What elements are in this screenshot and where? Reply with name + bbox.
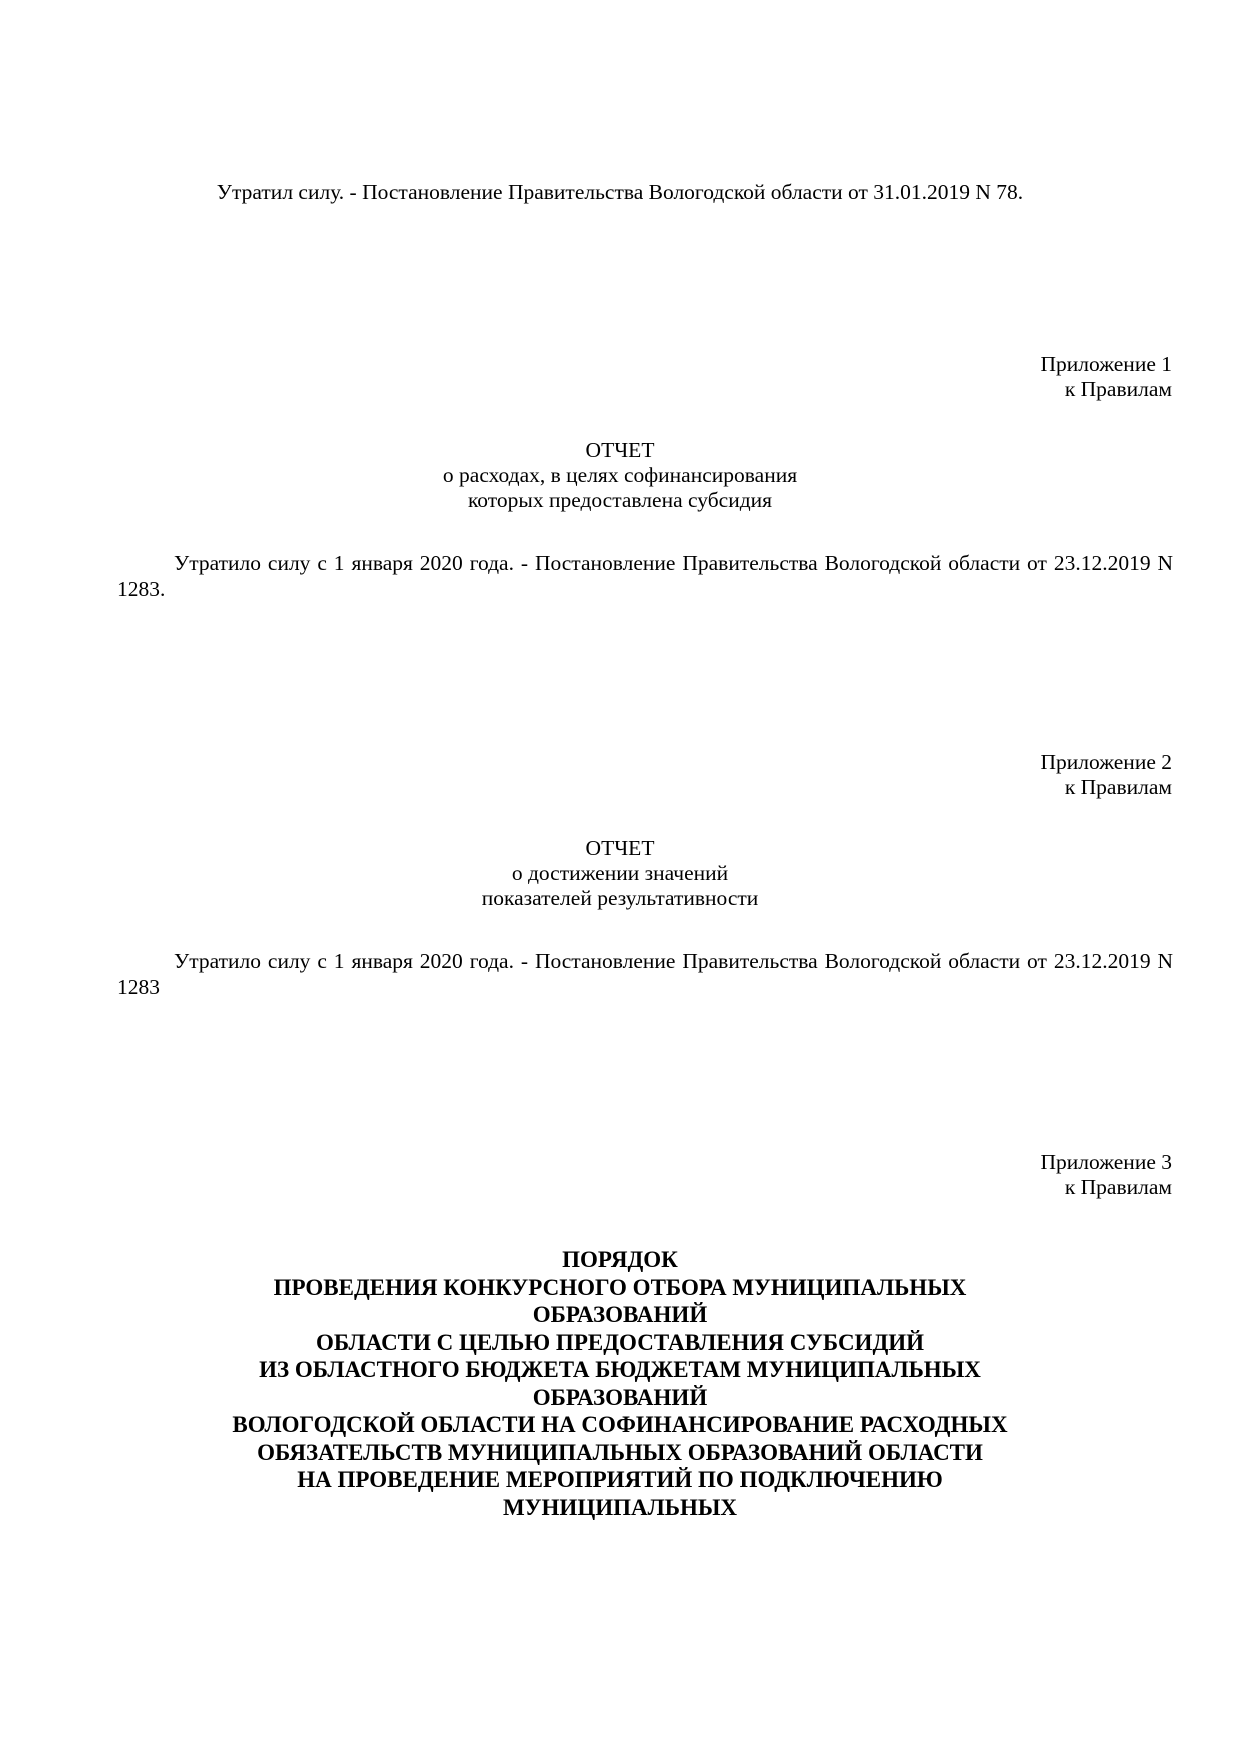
heading-line: ВОЛОГОДСКОЙ ОБЛАСТИ НА СОФИНАНСИРОВАНИЕ РАСХОДНЫХ (232, 1412, 1008, 1437)
appendix1-title: ОТЧЕТ (585, 438, 655, 462)
appendix1-subtitle-line: о расходах, в целях софинансирования (442, 463, 798, 487)
appendix1-repeal-text: Утратило силу с 1 января 2020 года. - Постановление Правительства Вологодской области от 23.12.2019 N 1283. (117, 551, 1173, 601)
heading-line: ИЗ ОБЛАСТНОГО БЮДЖЕТА БЮДЖЕТАМ МУНИЦИПАЛЬНЫХ (259, 1357, 981, 1382)
appendix2-label: Приложение 2 (1040, 750, 1172, 774)
heading-line: ПОРЯДОК (562, 1247, 678, 1272)
heading-line: ОБРАЗОВАНИЙ (532, 1384, 708, 1410)
heading-line: ОБЯЗАТЕЛЬСТВ МУНИЦИПАЛЬНЫХ ОБРАЗОВАНИЙ ОБЛАСТИ (257, 1439, 983, 1465)
heading-line: ОБЛАСТИ С ЦЕЛЬЮ ПРЕДОСТАВЛЕНИЯ СУБСИДИЙ (315, 1329, 925, 1355)
heading-line: ОБРАЗОВАНИЙ (532, 1302, 708, 1327)
appendix1-label: Приложение 1 (1040, 352, 1172, 376)
appendix2-subtitle-line: показателей результативности (481, 886, 759, 910)
heading-line: НА ПРОВЕДЕНИЕ МЕРОПРИЯТИЙ ПО ПОДКЛЮЧЕНИЮ (297, 1467, 943, 1492)
appendix2-subtitle-line: о достижении значений (511, 861, 729, 885)
appendix2-ref: к Правилам (1064, 775, 1172, 799)
appendix1-subtitle-line: которых предоставлена субсидия (467, 488, 773, 512)
repeal-notice: Утратил силу. - Постановление Правительства Вологодской области от 31.01.2019 N 78. (216, 180, 1024, 204)
heading-line: МУНИЦИПАЛЬНЫХ (502, 1494, 738, 1520)
heading-line: ПРОВЕДЕНИЯ КОНКУРСНОГО ОТБОРА МУНИЦИПАЛЬНЫХ (273, 1274, 967, 1300)
appendix3-heading (0, 1246, 1240, 1521)
appendix3-label: Приложение 3 (1040, 1150, 1172, 1174)
appendix3-ref: к Правилам (1064, 1175, 1172, 1199)
appendix1-ref: к Правилам (1064, 377, 1172, 401)
appendix2-repeal-text: Утратило силу с 1 января 2020 года. - Постановление Правительства Вологодской области от 23.12.2019 N 1283 (117, 949, 1173, 999)
appendix2-title: ОТЧЕТ (585, 836, 655, 860)
